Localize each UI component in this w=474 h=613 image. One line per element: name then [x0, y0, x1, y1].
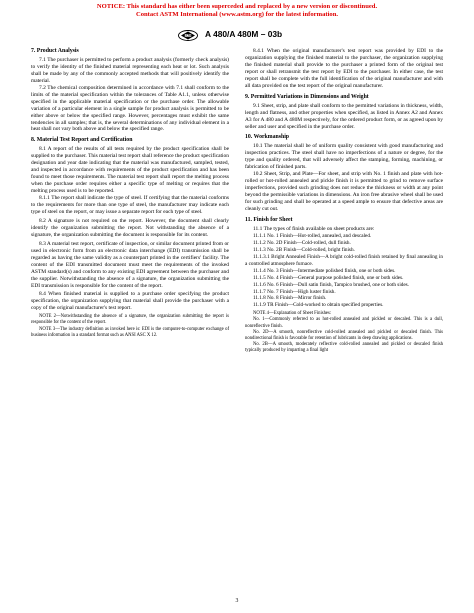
finish-bright-annealed: 11.1.3.1 Bright Annealed Finish—A bright cold-rolled finish retained by final annealing in a controlled atmosphere furnace. [245, 253, 443, 267]
para-8-4-1: 8.4.1 When the original manufacturer's test report was provided by EDI to the organization supplying the finished material to the purchaser, the organization supplying the finished material shall provide to the purchaser a printed form of the original test report or shall retransmit the test report by EDI to the purchaser. In either case, the test report shall be complete with the full identification of the original manufacturer and with all data provided on the test report of the original manufacturer. [245, 48, 443, 89]
finish-tr: 11.1.9 TR Finish—Cold-worked to obtain specified properties. [253, 302, 384, 309]
note-4-no2b: No. 2B—A smooth, moderately reflective cold-rolled annealed and pickled or descaled finish typically produced by imparting a final light [245, 341, 443, 353]
para-8-1: 8.1 A report of the results of all tests required by the product specification shall be supplied to the purchaser. This material test report shall reference the product specification designation and year date indicating that the material was manufactured, sampled, tested, and inspected in accordance with requirements of the product specification and has been found to meet those requirements. The material test report shall report the melting process when the purchase order requires either a specific type of melting or requires that the melting process used is to be reported. [31, 146, 229, 195]
designation-title: A 480/A 480M – 03b [205, 29, 283, 39]
section-11-heading: 11. Finish for Sheet [245, 216, 293, 223]
notice-line-1: NOTICE: This standard has either been superceded and replaced by a new version or discontinued. [96, 3, 378, 10]
finish-no3: 11.1.4 No. 3 Finish—Intermediate polished finish, one or both sides. [253, 267, 396, 274]
finish-no1: 11.1.1 No. 1 Finish—Hot-rolled, annealed, and descaled. [253, 232, 372, 239]
note-2: NOTE 2—Notwithstanding the absence of a signature, the organization submitting the report is responsible for the content of the report. [31, 314, 229, 326]
para-10-1: 10.1 The material shall be of uniform quality consistent with good manufacturing and inspection practices. The steel shall have no imperfections of a nature or degree, for the type and quality ordered, that will adversely affect the stamping, forming, machining, or fabrication of finished parts. [245, 143, 443, 171]
section-8-heading: 8. Material Test Report and Certification [31, 137, 133, 144]
para-7-2: 7.2 The chemical composition determined in accordance with 7.1 shall conform to the limits of the material specification within the tolerances of Table A1.1, unless otherwise specified in the applicable material specification or the purchase order. The allowable variation of a particular element in a single sample for product analysis is permitted to be either above or below the specified range. However, percentages must exhibit the same tendencies in all samples; that is, the several determinations of any individual element in a heat shall not vary both above and below the specified range. [31, 84, 229, 133]
para-8-1-1: 8.1.1 The report shall indicate the type of steel. If certifying that the material conforms to the requirements for more than one type of steel, the manufacturer may indicate each type of steel on the report, or may issue a separate report for each type of steel. [31, 195, 229, 215]
section-7-heading: 7. Product Analysis [31, 48, 79, 54]
page-header [0, 27, 474, 43]
para-7-1: 7.1 The purchaser is permitted to perform a product analysis (formerly check analysis) to verify the identity of the finished material representing each heat or lot. Such analysis shall be made by any of the commonly accepted methods that will positively identify the material. [31, 56, 229, 84]
finish-no2b: 11.1.3 No. 2B Finish—Cold-rolled, bright finish. [253, 246, 355, 253]
para-8-4: 8.4 When finished material is supplied to a purchase order specifying the product specification, the organization supplying that material shall provide the purchaser with a copy of the original manufacturer's test report. [31, 291, 229, 312]
note-4-no1: No. 1—Commonly referred to as hot-rolled annealed and pickled or descaled. This is a dull, nonreflective finish. [245, 317, 443, 329]
astm-logo-icon [178, 30, 198, 41]
notice-line-2: Contact ASTM International (www.astm.org) for the latest information. [135, 11, 339, 19]
notice-banner [0, 3, 474, 19]
note-4-no2d: No. 2D—A smooth, nonreflective cold-rolled annealed and pickled or descaled finish. This nondirectional finish is favorable for retention of lubricants in deep drawing applications. [245, 329, 443, 341]
finish-no8: 11.1.8 No. 8 Finish—Mirror finish. [253, 295, 327, 302]
right-column [245, 48, 443, 354]
section-10-heading: 10. Workmanship [245, 134, 290, 141]
page-number: 3 [235, 598, 239, 604]
left-column [31, 48, 229, 339]
para-8-2: 8.2 A signature is not required on the report. However, the document shall clearly identify the organization submitting the report. Not withstanding the absence of a signature, the organization submitting the document is responsible for its content. [31, 217, 229, 238]
para-11-1: 11.1 The types of finish available on sheet products are: [253, 225, 375, 232]
para-9-1: 9.1 Sheet, strip, and plate shall conform to the permitted variations in thickness, width, length and flatness, and other properties when specified, as listed in Annex A2 and Annex A3 for A 480 and A 480M respectively, for the ordered product form, or as agreed upon by seller and user and specified in the purchase order. [245, 102, 443, 130]
finish-no4: 11.1.5 No. 4 Finish—General purpose polished finish, one or both sides. [253, 274, 404, 281]
note-4-title: NOTE 4—Explanation of Sheet Finishes: [253, 311, 332, 317]
section-9-heading: 9. Permitted Variations in Dimensions and Weight [245, 93, 369, 100]
note-3: NOTE 3—The industry definition as invoked here is: EDI is the computer-to-computer exchange of business information in a standard format such as ANSI ASC X 12. [31, 326, 229, 338]
finish-no2d: 11.1.2 No. 2D Finish—Cold-rolled, dull finish. [253, 239, 351, 246]
finish-no6: 11.1.6 No. 6 Finish—Dull satin finish, Tampico brushed, one or both sides. [253, 281, 409, 288]
finish-no7: 11.1.7 No. 7 Finish—High luster finish. [253, 288, 336, 295]
para-10-2: 10.2 Sheet, Strip, and Plate—For sheet, and strip with No. 1 finish and plate with hot-rolled or hot-rolled annealed and pickle finish it is permitted to grind to remove surface imperfections, provided such grinding does not reduce the thickness or width at any point beyond the permissible variations in dimensions. An iron free abrasive wheel shall be used for such grinding and shall be operated at a speed ample to ensure that defective areas are cleanly cut out. [245, 171, 443, 213]
para-8-3: 8.3 A material test report, certificate of inspection, or similar document printed from or used in electronic form from an electronic data interchange (EDI) transmission shall be regarded as having the same validity as a counterpart printed in the certifiers' facility. The content of the EDI transmitted document must meet the requirements of the invoked ASTM standard(s) and conform to any existing EDI agreement between the purchaser and the supplier. Notwithstanding the absence of a signature, the organization submitting the EDI transmission is responsible for the content of the report. [31, 240, 229, 289]
